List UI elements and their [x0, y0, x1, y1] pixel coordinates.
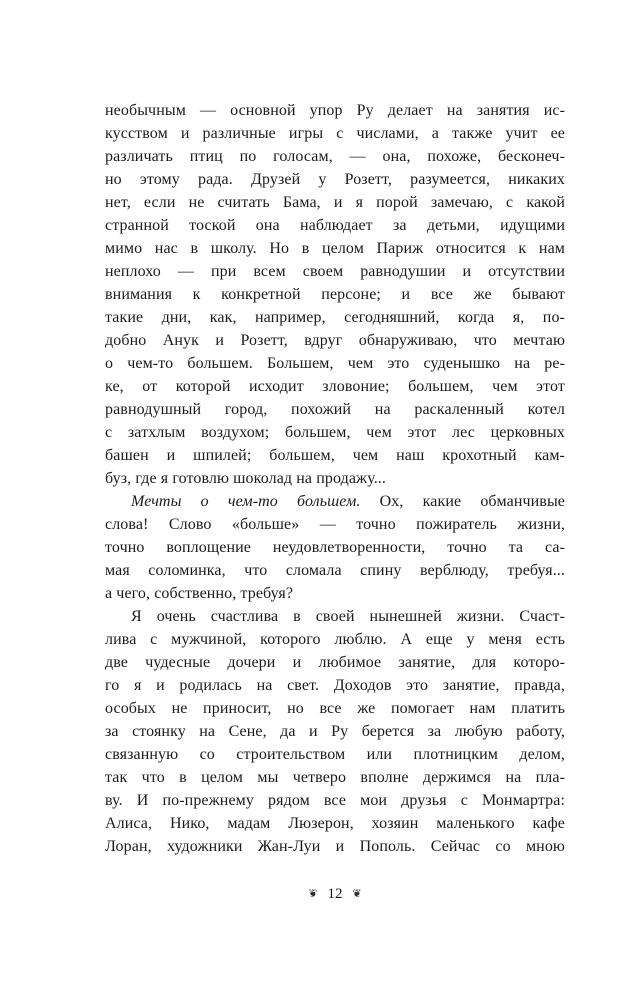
text-line	[105, 651, 565, 674]
text-line	[105, 99, 565, 122]
fleuron-left-icon: ❦	[308, 887, 318, 900]
text-segment: связанную со строительством или плотницким делом,	[105, 746, 565, 763]
text-line	[105, 421, 565, 444]
text-line	[105, 697, 565, 720]
text-line	[105, 789, 565, 812]
text-line	[105, 674, 565, 697]
text-line	[105, 605, 565, 628]
text-line	[105, 720, 565, 743]
page-number: 12	[327, 886, 343, 902]
fleuron-right-icon: ❦	[352, 887, 362, 900]
text-segment: такие дни, как, например, сегодняшний, когда я, по-	[105, 309, 565, 326]
text-segment: ке, от которой исходит зловоние; большем, чем этот	[105, 378, 565, 395]
text-segment: но этому рада. Друзей у Розетт, разумеется, никаких	[105, 171, 565, 188]
text-segment: кусством и различные игры с числами, а также учит ее	[105, 125, 565, 142]
text-segment: Я очень счастлива в своей нынешней жизни. Счаст-	[131, 608, 565, 625]
text-segment: а чего, собственно, требуя?	[105, 585, 294, 602]
text-segment-italic: Мечты о чем-то большем.	[131, 493, 361, 510]
text-segment: го я и родилась на свет. Доходов это занятие, правда,	[105, 677, 565, 694]
text-line	[105, 766, 565, 789]
text-line	[105, 329, 565, 352]
text-segment: две чудесные дочери и любимое занятие, для которо-	[105, 654, 565, 671]
text-line	[105, 398, 565, 421]
text-line	[105, 283, 565, 306]
text-line	[105, 467, 565, 490]
text-segment: с затхлым воздухом; большем, чем этот лес церковных	[105, 424, 565, 441]
text-line	[105, 490, 565, 513]
text-line	[105, 513, 565, 536]
text-segment: так что в целом мы четверо вполне держимся на пла-	[105, 769, 565, 786]
text-line	[105, 191, 565, 214]
text-segment: Алиса, Нико, мадам Люзерон, хозяин маленького кафе	[105, 815, 565, 832]
text-line	[105, 582, 565, 605]
text-segment: о чем-то большем. Большем, чем это суденышко на ре-	[105, 355, 565, 372]
text-segment: точно воплощение неудовлетворенности, точно та са-	[105, 539, 565, 556]
text-segment: необычным — основной упор Ру делает на занятия ис-	[105, 102, 565, 119]
text-segment: буз, где я готовлю шоколад на продажу...	[105, 470, 386, 487]
text-segment: особых не приносит, но все же помогает нам платить	[105, 700, 565, 717]
text-segment: нет, если не считать Бама, и я порой замечаю, с какой	[105, 194, 565, 211]
text-line	[105, 444, 565, 467]
text-line	[105, 306, 565, 329]
text-segment: слова! Слово «больше» — точно пожиратель жизни,	[105, 516, 565, 533]
text-line	[105, 168, 565, 191]
text-segment: ву. И по-прежнему рядом все мои друзья с Монмартра:	[105, 792, 565, 809]
text-segment: мая соломинка, что сломала спину верблюду, требуя...	[105, 562, 565, 579]
text-line	[105, 536, 565, 559]
text-segment: странной тоской она наблюдает за детьми, идущими	[105, 217, 565, 234]
text-line	[105, 835, 565, 858]
text-line	[105, 812, 565, 835]
text-line	[105, 260, 565, 283]
text-line	[105, 145, 565, 168]
text-line	[105, 375, 565, 398]
text-line	[105, 122, 565, 145]
text-line	[105, 559, 565, 582]
text-segment: добно Анук и Розетт, вдруг обнаруживаю, что мечтаю	[105, 332, 565, 349]
text-segment: Ох, какие обманчивые	[360, 493, 565, 510]
text-line	[105, 628, 565, 651]
text-line	[105, 237, 565, 260]
text-line	[105, 743, 565, 766]
text-segment: различать птиц по голосам, — она, похоже, бесконеч-	[105, 148, 565, 165]
text-segment: внимания к конкретной персоне; и все же бывают	[105, 286, 565, 303]
text-block	[105, 99, 565, 858]
text-segment: за стоянку на Сене, да и Ру берется за любую работу,	[105, 723, 565, 740]
text-segment: неплохо — при всем своем равнодушии и отсутствии	[105, 263, 565, 280]
text-line	[105, 214, 565, 237]
text-segment: башен и шпилей; большем, чем наш крохотный кам-	[105, 447, 565, 464]
text-line	[105, 352, 565, 375]
text-segment: лива с мужчиной, которого люблю. А еще у меня есть	[105, 631, 565, 648]
text-segment: равнодушный город, похожий на раскаленный котел	[105, 401, 565, 418]
text-segment: Лоран, художники Жан-Луи и Пополь. Сейчас со мною	[105, 838, 565, 855]
page-footer	[105, 882, 565, 906]
text-segment: мимо нас в школу. Но в целом Париж относится к нам	[105, 240, 565, 257]
